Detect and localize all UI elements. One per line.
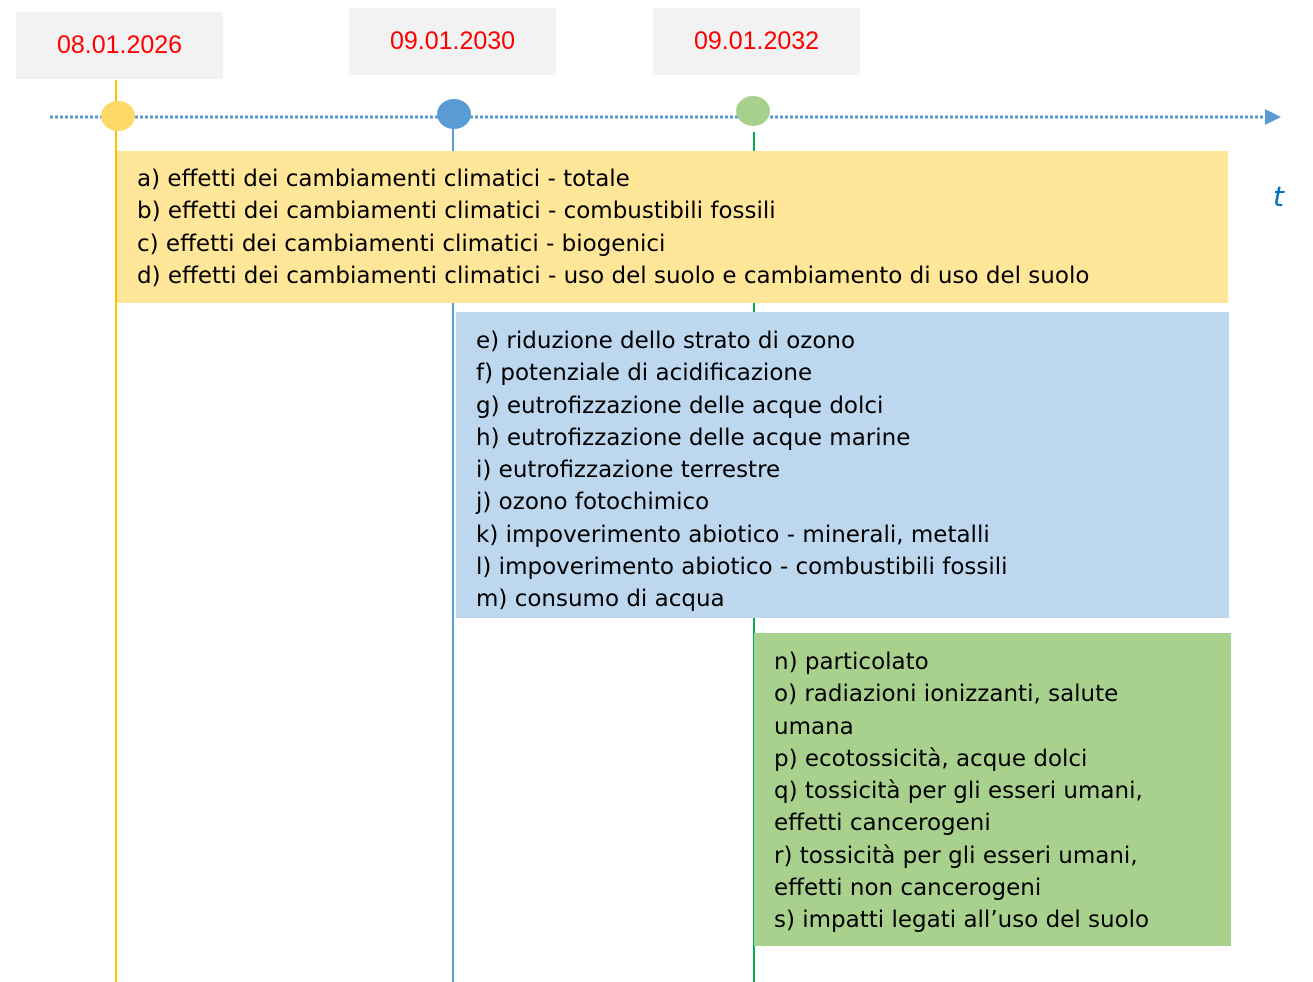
group-2032-box (754, 633, 1231, 946)
time-axis-arrow-icon (1265, 109, 1281, 125)
list-item: s) impatti legati all’uso del suolo (774, 907, 1150, 934)
list-item: effetti cancerogeni (774, 810, 991, 837)
group-2026-box (117, 151, 1228, 303)
date-label-2032: 09.01.2032 (653, 8, 860, 75)
timeline-dot-2026 (101, 101, 135, 131)
list-item: d) effetti dei cambiamenti climatici - uso del suolo e cambiamento di uso del suolo (137, 262, 1090, 289)
date-label-2030: 09.01.2030 (349, 8, 556, 75)
list-item: m) consumo di acqua (476, 586, 725, 613)
list-item: j) ozono fotochimico (476, 489, 710, 516)
date-label-2026: 08.01.2026 (16, 12, 223, 79)
list-item: a) effetti dei cambiamenti climatici - totale (137, 166, 630, 192)
list-item: o) radiazioni ionizzanti, salute (774, 681, 1119, 708)
group-2030-box (456, 312, 1229, 618)
list-item: q) tossicità per gli esseri umani, (774, 778, 1143, 805)
list-item: h) eutrofizzazione delle acque marine (476, 424, 911, 451)
list-item: p) ecotossicità, acque dolci (774, 745, 1088, 772)
timeline-dot-2030 (437, 99, 471, 129)
list-item: i) eutrofizzazione terrestre (476, 457, 781, 484)
timeline-dot-2032 (736, 96, 770, 126)
time-axis-label: t (1273, 180, 1284, 213)
list-item: r) tossicità per gli esseri umani, (774, 842, 1138, 869)
list-item: g) eutrofizzazione delle acque dolci (476, 392, 884, 419)
list-item: l) impoverimento abiotico - combustibili fossili (476, 554, 1008, 581)
list-item: k) impoverimento abiotico - minerali, metalli (476, 521, 990, 548)
list-item: umana (774, 713, 854, 740)
list-item: e) riduzione dello strato di ozono (476, 328, 856, 354)
list-item: n) particolato (774, 649, 929, 675)
list-item: effetti non cancerogeni (774, 875, 1042, 902)
list-item: c) effetti dei cambiamenti climatici - biogenici (137, 230, 666, 257)
list-item: f) potenziale di acidificazione (476, 360, 813, 387)
list-item: b) effetti dei cambiamenti climatici - combustibili fossili (137, 198, 776, 225)
